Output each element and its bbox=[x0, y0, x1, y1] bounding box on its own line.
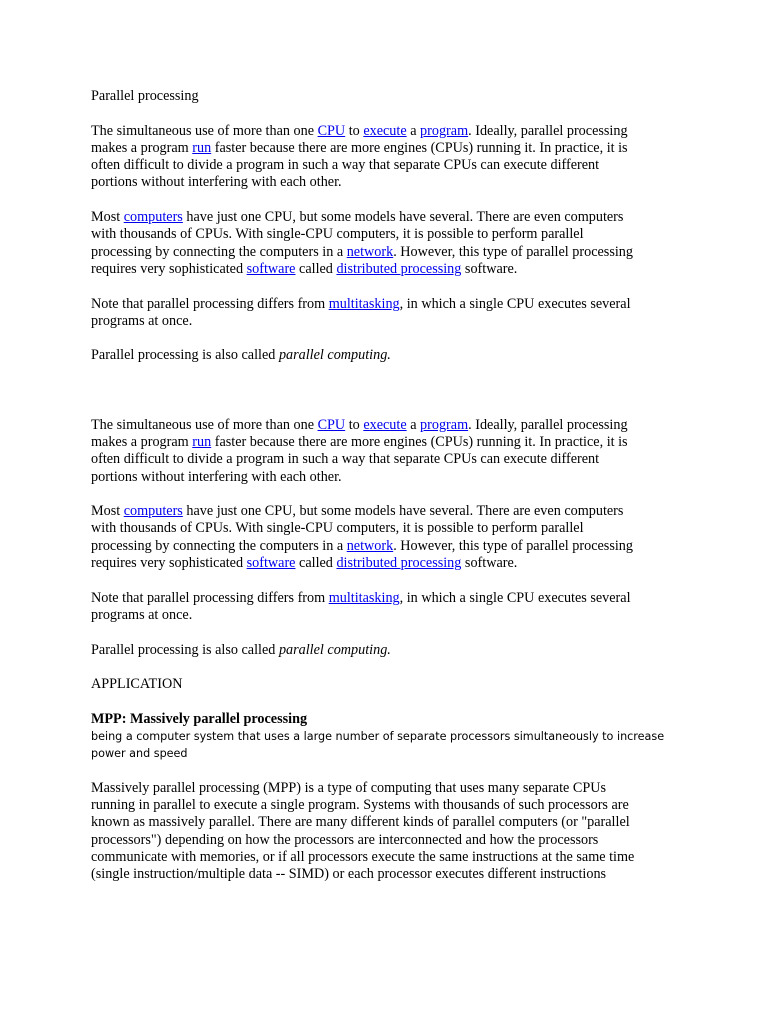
paragraph-also-called: Parallel processing is also called parallel computing. bbox=[91, 347, 391, 364]
link-computers[interactable]: computers bbox=[123, 209, 183, 226]
link-software[interactable]: software bbox=[246, 555, 296, 572]
paragraph-mpp-body bbox=[91, 780, 681, 884]
link-computers[interactable]: computers bbox=[123, 503, 183, 520]
paragraph-definition-repeat: The simultaneous use of more than one CPU to execute a program. Ideally, parallel processing makes a program run faster because there are more engines (CPUs) running it. In practice, it is often difficult to divide a program in such a way that separate CPUs can execute different portions without interfering with each other. bbox=[91, 416, 628, 485]
link-network[interactable]: network bbox=[346, 537, 394, 554]
link-distributed-processing[interactable]: distributed processing bbox=[336, 260, 462, 277]
mpp-subtitle-line-1: being a computer system that uses a large number of separate processors simultaneously to increase bbox=[91, 729, 665, 743]
paragraph-definition: The simultaneous use of more than one CPU to execute a program. Ideally, parallel processing makes a program run faster because there are more engines (CPUs) running it. In practice, it is often difficult to divide a program in such a way that separate CPUs can execute different portions without interfering with each other. bbox=[91, 122, 628, 191]
paragraph-computers-repeat: Most computers have just one CPU, but some models have several. There are even computers with thousands of CPUs. With single-CPU computers, it is possible to perform parallel processing by connecting the computers in a network. However, this type of parallel processing requires very sophisticated software called distributed processing software. bbox=[91, 503, 633, 572]
mpp-subtitle-line-2: power and speed bbox=[91, 747, 188, 761]
mpp-body-line: known as massively parallel. There are many different kinds of parallel computers (or "parallel bbox=[91, 814, 630, 831]
mpp-body-line: (single instruction/multiple data -- SIMD) or each processor executes different instructions bbox=[91, 866, 607, 883]
paragraph-multitasking: Note that parallel processing differs from multitasking, in which a single CPU executes several programs at once. bbox=[91, 295, 631, 329]
mpp-body-line: Massively parallel processing (MPP) is a type of computing that uses many separate CPUs bbox=[91, 779, 606, 796]
link-network[interactable]: network bbox=[346, 243, 394, 260]
link-execute[interactable]: execute bbox=[363, 122, 407, 139]
link-run[interactable]: run bbox=[192, 139, 212, 156]
link-software[interactable]: software bbox=[246, 260, 296, 277]
paragraph-computers: Most computers have just one CPU, but some models have several. There are even computers with thousands of CPUs. With single-CPU computers, it is possible to perform parallel processing by connecting the computers in a network. However, this type of parallel processing requires very sophisticated software called distributed processing software. bbox=[91, 209, 633, 277]
link-multitasking[interactable]: multitasking bbox=[328, 589, 400, 606]
link-cpu[interactable]: CPU bbox=[317, 122, 346, 139]
paragraph-multitasking-repeat: Note that parallel processing differs from multitasking, in which a single CPU executes several programs at once. bbox=[91, 589, 631, 623]
link-distributed-processing[interactable]: distributed processing bbox=[336, 555, 462, 572]
mpp-body-line: processors") depending on how the processors are interconnected and how the processors bbox=[91, 831, 599, 848]
mpp-title: MPP: Massively parallel processing bbox=[91, 710, 308, 727]
link-execute[interactable]: execute bbox=[363, 416, 407, 433]
document-title: Parallel processing bbox=[91, 88, 199, 104]
mpp-body-line: running in parallel to execute a single program. Systems with thousands of such processors are bbox=[91, 797, 629, 814]
paragraph-also-called-repeat: Parallel processing is also called parallel computing. bbox=[91, 641, 391, 658]
link-program[interactable]: program bbox=[420, 416, 469, 433]
link-run[interactable]: run bbox=[192, 433, 212, 450]
mpp-body-line: communicate with memories, or if all processors execute the same instructions at the same time bbox=[91, 849, 635, 866]
link-multitasking[interactable]: multitasking bbox=[328, 295, 400, 312]
mpp-heading-block bbox=[91, 711, 681, 763]
document-page bbox=[91, 88, 681, 901]
link-cpu[interactable]: CPU bbox=[317, 416, 346, 433]
section-heading-application: APPLICATION bbox=[91, 676, 183, 693]
link-program[interactable]: program bbox=[420, 122, 469, 139]
section-gap bbox=[91, 382, 681, 417]
